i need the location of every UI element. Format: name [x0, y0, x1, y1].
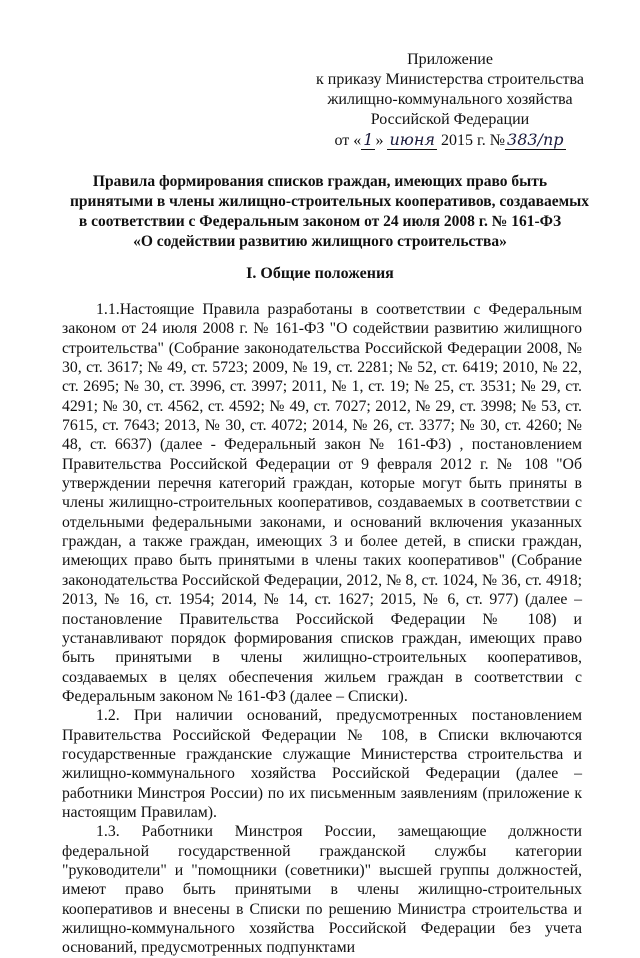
date-year: 2015 г. №: [440, 132, 506, 149]
handwritten-day: 1: [363, 130, 374, 149]
date-prefix: от «: [334, 132, 362, 149]
appendix-ministry-line: жилищно-коммунального хозяйства: [327, 91, 573, 108]
section-heading: I. Общие положения: [246, 265, 394, 282]
document-body: [62, 300, 582, 958]
appendix-country-line: Российской Федерации: [370, 111, 530, 128]
title-line-4: «О содействии развитию жилищного строительства»: [133, 233, 507, 250]
title-line-2: принятыми в члены жилищно-строительных кооперативов, создаваемых: [70, 193, 589, 210]
date-mid: »: [375, 132, 384, 149]
handwritten-month: июня: [389, 130, 435, 149]
appendix-date-line: [300, 130, 600, 151]
document-title: [70, 172, 589, 252]
appendix-header: [300, 50, 600, 151]
handwritten-order-number: 383/пр: [507, 130, 564, 149]
paragraph-1-2: 1.2. При наличии оснований, предусмотренных постановлением Правительства Российской Федерации № 108, в Списки включаются государственные гражданские служащие Министерства строительства и жилищно-коммунального хозяйства Российской Федерации (далее – работники Минстроя России) по их письменным заявлениям (приложение к настоящим Правилам).: [62, 707, 582, 821]
paragraph-1-1: 1.1.Настоящие Правила разработаны в соответствии с Федеральным законом от 24 июля 2008 г. № 161-ФЗ "О содействии развитию жилищного строительства" (Собрание законодательства Российской Федерации 2008, № 30, ст. 3617; № 49, ст. 5723; 2009, № 19, ст. 2281; № 52, ст. 6419; 2010, № 22, ст. 2695; № 30, ст. 3996, ст. 3997; 2011, № 1, ст. 19; № 25, ст. 3531; № 29, ст. 4291; № 30, ст. 4562, ст. 4592; № 49, ст. 7027; 2012, № 29, ст. 3998; № 53, ст. 7615, ст. 7643; 2013, № 30, ст. 4072; 2014, № 26, ст. 3377; № 30, ст. 4260; № 48, ст. 6637) (далее - Федеральный закон № 161-ФЗ) , постановлением Правительства Российской Федерации от 9 февраля 2012 г. № 108 "Об утверждении перечня категорий граждан, которые могут быть приняты в члены жилищно-строительных кооперативов, создаваемых в соответствии с отдельными федеральными законами, и оснований включения указанных граждан, а также граждан, имеющих 3 и более детей, в списки граждан, имеющих право быть принятыми в члены таких кооперативов" (Собрание законодательства Российской Федерации, 2012, № 8, ст. 1024, № 36, ст. 4918; 2013, № 16, ст. 1954; 2014, № 14, ст. 1627; 2015, № 6, ст. 977) (далее – постановление Правительства Российской Федерации № 108) и устанавливают порядок формирования списков граждан, имеющих право быть принятыми в члены жилищно-строительных кооперативов, создаваемых в целях обеспечения жильем граждан в соответствии с Федеральным законом № 161-ФЗ (далее – Списки).: [62, 301, 582, 705]
paragraph-1-3: 1.3. Работники Минстроя России, замещающие должности федеральной государственной гражданской службы категории "руководители" и "помощники (советники)" высшей группы должностей, имеют право быть принятыми в члены жилищно-строительных кооперативов и внесены в Списки по решению Министра строительства и жилищно-коммунального хозяйства Российской Федерации без учета оснований, предусмотренных подпунктами: [62, 823, 582, 957]
appendix-order-line: к приказу Министерства строительства: [316, 71, 584, 88]
title-line-3: в соответствии с Федеральным законом от 24 июля 2008 г. № 161-ФЗ: [78, 213, 562, 230]
title-line-1: Правила формирования списков граждан, имеющих право быть: [92, 173, 548, 190]
appendix-title: Приложение: [407, 51, 493, 68]
